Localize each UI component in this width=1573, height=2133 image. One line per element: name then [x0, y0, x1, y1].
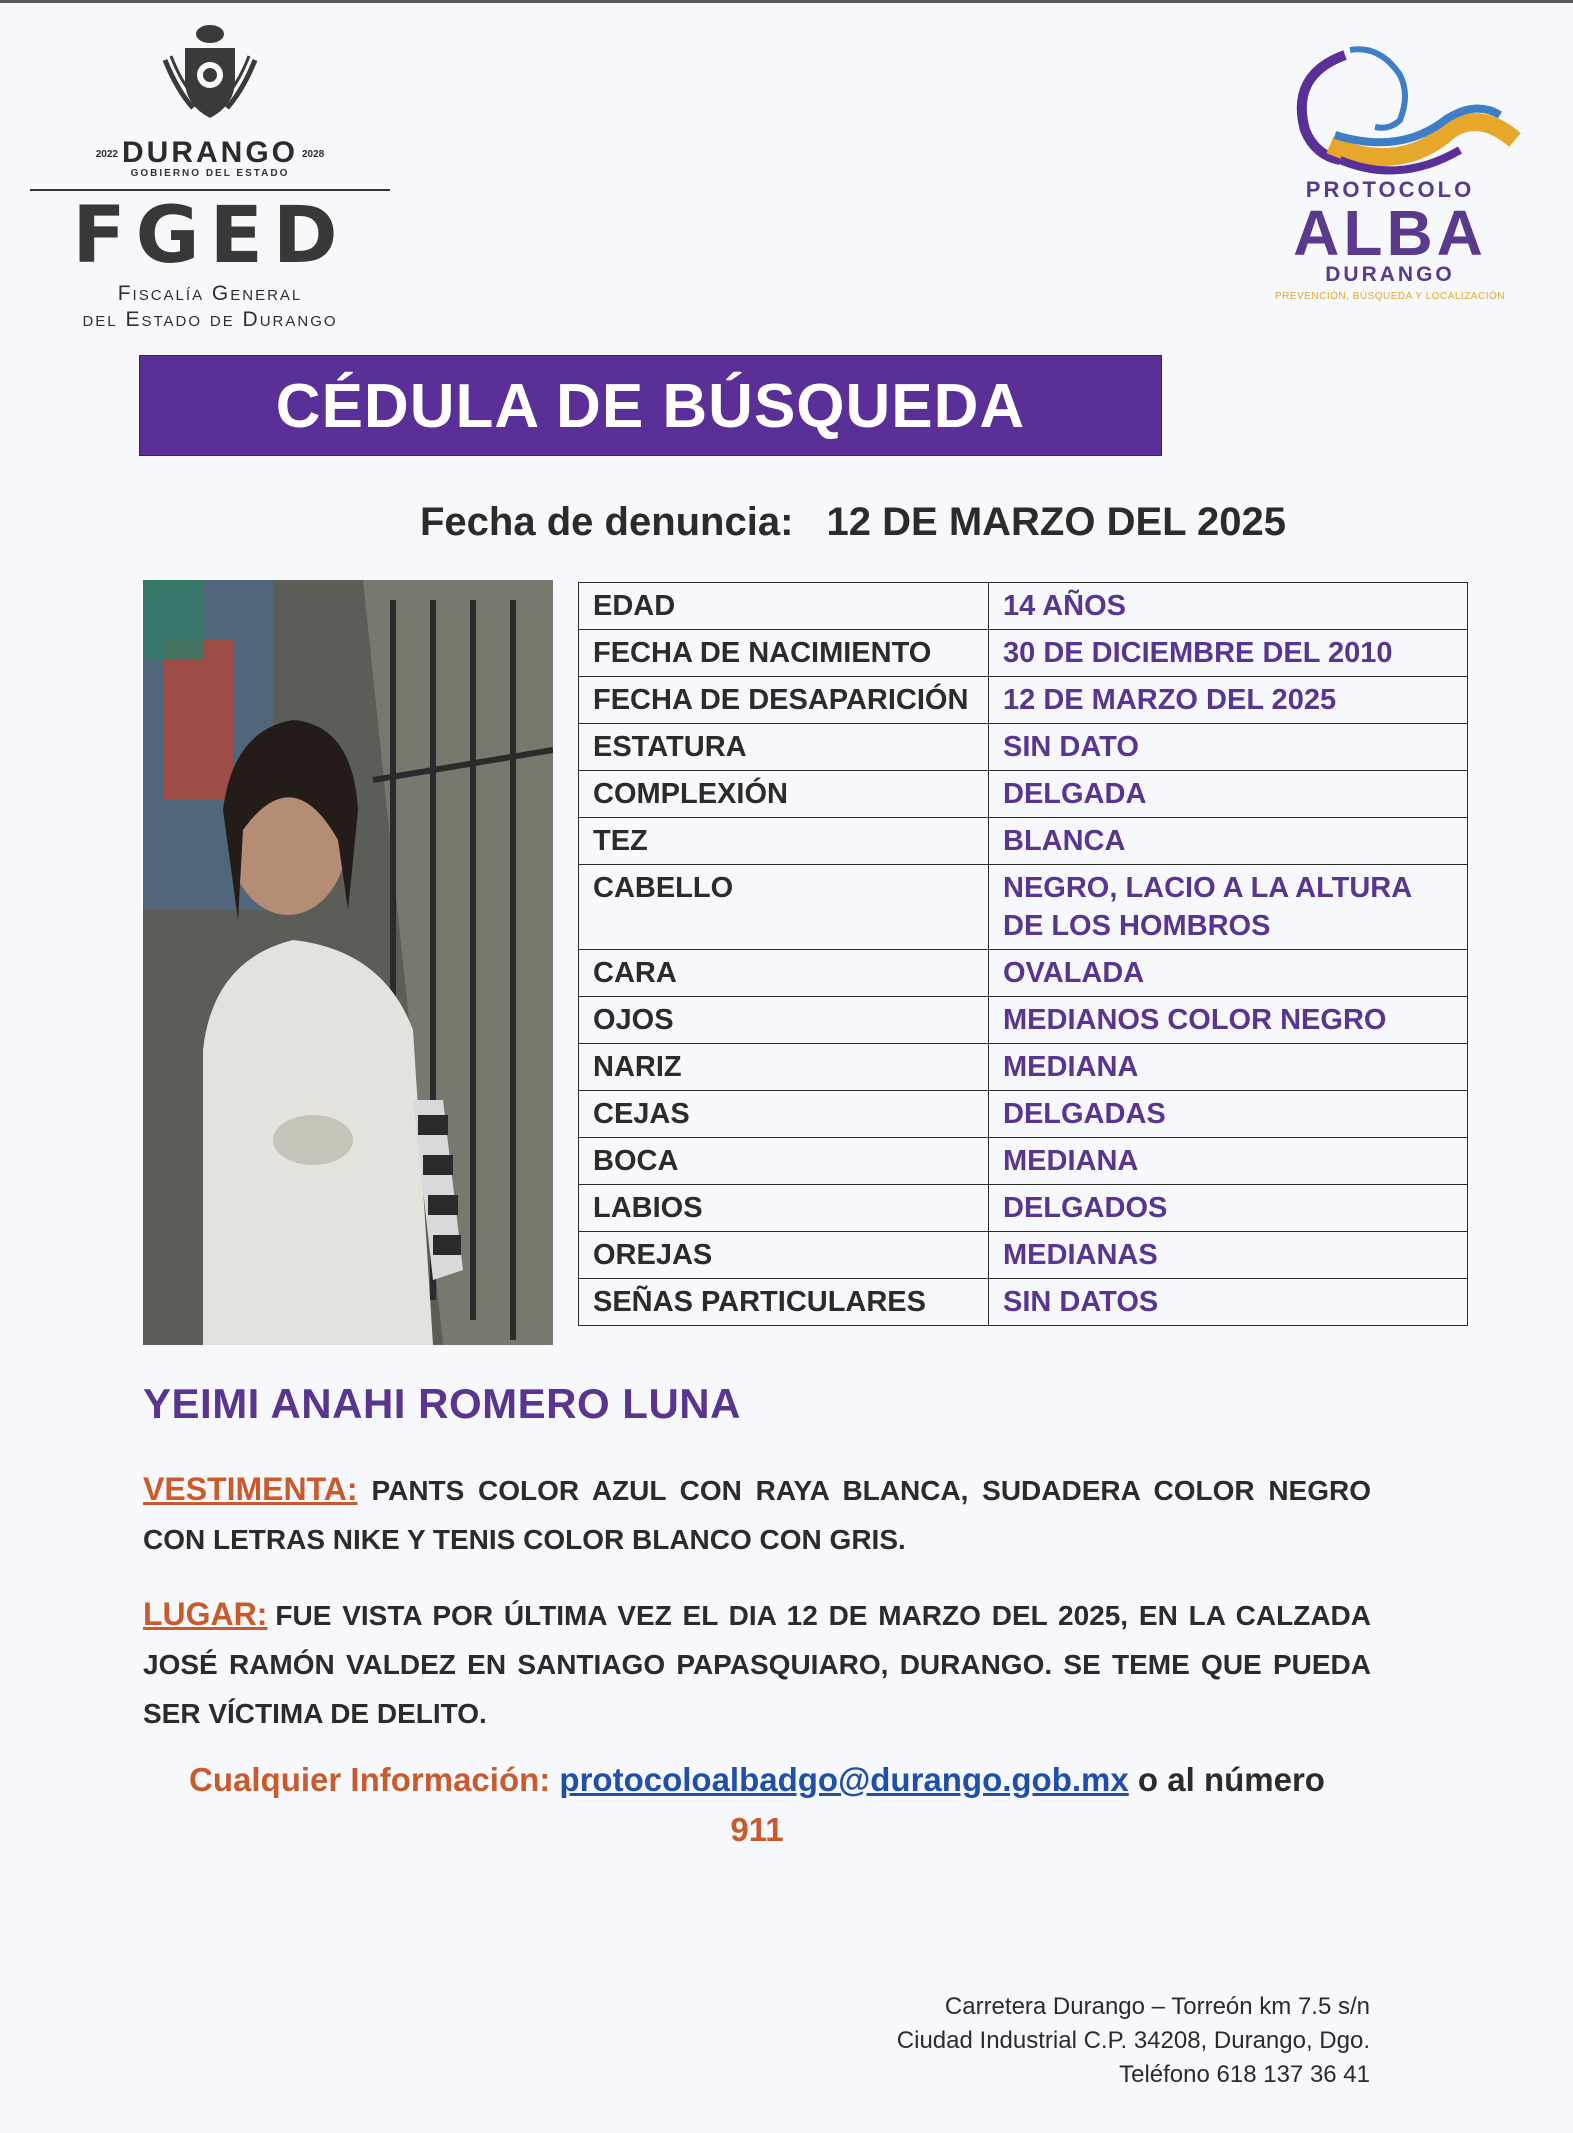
title-banner — [139, 355, 1162, 456]
table-row — [579, 724, 1468, 771]
detail-value: DELGADOS — [989, 1185, 1468, 1232]
detail-value: 30 DE DICIEMBRE DEL 2010 — [989, 630, 1468, 677]
detail-value: SIN DATO — [989, 724, 1468, 771]
contact-label: Cualquier Información: — [189, 1761, 551, 1798]
table-row — [579, 583, 1468, 630]
table-row — [579, 950, 1468, 997]
table-row — [579, 1232, 1468, 1279]
gobierno-label: GOBIERNO DEL ESTADO — [130, 168, 290, 179]
detail-value: BLANCA — [989, 818, 1468, 865]
woman-profile-icon — [1250, 35, 1530, 185]
contact-email-link[interactable]: protocoloalbadgo@durango.gob.mx — [559, 1761, 1129, 1798]
report-date-label: Fecha de denuncia: — [420, 500, 794, 544]
table-row — [579, 1185, 1468, 1232]
fged-wordmark: FGED — [72, 191, 348, 281]
address-line-2: Ciudad Industrial C.P. 34208, Durango, Dgo. — [896, 2027, 1370, 2054]
table-row — [579, 630, 1468, 677]
detail-value: MEDIANA — [989, 1138, 1468, 1185]
report-date-value: 12 DE MARZO DEL 2025 — [826, 500, 1286, 544]
place-label: LUGAR: — [143, 1596, 268, 1632]
place-section — [143, 1590, 1371, 1738]
person-name: YEIMI ANAHI ROMERO LUNA — [143, 1380, 741, 1427]
protocolo-alba-logo — [1240, 35, 1540, 335]
detail-label: EDAD — [579, 583, 989, 630]
detail-value: MEDIANAS — [989, 1232, 1468, 1279]
table-row — [579, 1091, 1468, 1138]
missing-person-photo — [143, 580, 553, 1345]
detail-value: MEDIANOS COLOR NEGRO — [989, 997, 1468, 1044]
table-row — [579, 771, 1468, 818]
detail-label: FECHA DE NACIMIENTO — [579, 630, 989, 677]
alba-tagline: PREVENCIÓN, BÚSQUEDA Y LOCALIZACIÓN — [1275, 291, 1505, 302]
footer-address — [760, 1990, 1370, 2092]
contact-phone: 911 — [730, 1811, 784, 1848]
detail-value: DELGADA — [989, 771, 1468, 818]
clothing-label: VESTIMENTA: — [143, 1471, 358, 1507]
contact-info — [143, 1755, 1371, 1855]
alba-wordmark: ALBA — [1293, 197, 1487, 269]
fged-logo — [30, 20, 390, 340]
detail-label: OJOS — [579, 997, 989, 1044]
report-date — [420, 500, 1380, 545]
detail-label: CARA — [579, 950, 989, 997]
top-border — [0, 0, 1573, 3]
detail-value: DELGADAS — [989, 1091, 1468, 1138]
table-row — [579, 1279, 1468, 1326]
address-line-3: Teléfono 618 137 36 41 — [1119, 2061, 1370, 2088]
detail-value: MEDIANA — [989, 1044, 1468, 1091]
detail-label: LABIOS — [579, 1185, 989, 1232]
contact-connector: o al número — [1137, 1761, 1325, 1798]
detail-label: TEZ — [579, 818, 989, 865]
durango-wordmark: 2022 DURANGO 2028 — [95, 136, 325, 169]
alba-durango-label: DURANGO — [1325, 263, 1455, 286]
address-line-1: Carretera Durango – Torreón km 7.5 s/n — [944, 1993, 1370, 2020]
detail-label: COMPLEXIÓN — [579, 771, 989, 818]
detail-label: NARIZ — [579, 1044, 989, 1091]
page-title: CÉDULA DE BÚSQUEDA — [275, 372, 1026, 441]
detail-value: OVALADA — [989, 950, 1468, 997]
table-row — [579, 1044, 1468, 1091]
coat-of-arms-icon — [155, 20, 265, 130]
detail-label: CEJAS — [579, 1091, 989, 1138]
fiscalia-line-2: del Estado de Durango — [82, 308, 338, 331]
detail-value: SIN DATOS — [989, 1279, 1468, 1326]
table-row — [579, 818, 1468, 865]
detail-label: SEÑAS PARTICULARES — [579, 1279, 989, 1326]
detail-value: NEGRO, LACIO A LA ALTURA DE LOS HOMBROS — [989, 865, 1468, 950]
detail-label: BOCA — [579, 1138, 989, 1185]
table-row — [579, 997, 1468, 1044]
table-row — [579, 677, 1468, 724]
alba-protocolo-label: PROTOCOLO — [1305, 177, 1475, 202]
table-row — [579, 1138, 1468, 1185]
details-table — [578, 582, 1468, 1326]
detail-value: 14 AÑOS — [989, 583, 1468, 630]
place-text: FUE VISTA POR ÚLTIMA VEZ EL DIA 12 DE MARZO DEL 2025, EN LA CALZADA JOSÉ RAMÓN VALDEZ EN SANTIAGO PAPASQUIARO, DURANGO. SE TEME QUE PUEDA SER VÍCTIMA DE DELITO. — [143, 1600, 1371, 1729]
detail-label: CABELLO — [579, 865, 989, 950]
clothing-text: PANTS COLOR AZUL CON RAYA BLANCA, SUDADERA COLOR NEGRO CON LETRAS NIKE Y TENIS COLOR BLANCO CON GRIS. — [143, 1475, 1371, 1555]
fiscalia-line-1: Fiscalía General — [117, 282, 303, 305]
detail-label: ESTATURA — [579, 724, 989, 771]
detail-label: OREJAS — [579, 1232, 989, 1279]
detail-value: 12 DE MARZO DEL 2025 — [989, 677, 1468, 724]
detail-label: FECHA DE DESAPARICIÓN — [579, 677, 989, 724]
clothing-section — [143, 1465, 1371, 1564]
table-row — [579, 865, 1468, 950]
